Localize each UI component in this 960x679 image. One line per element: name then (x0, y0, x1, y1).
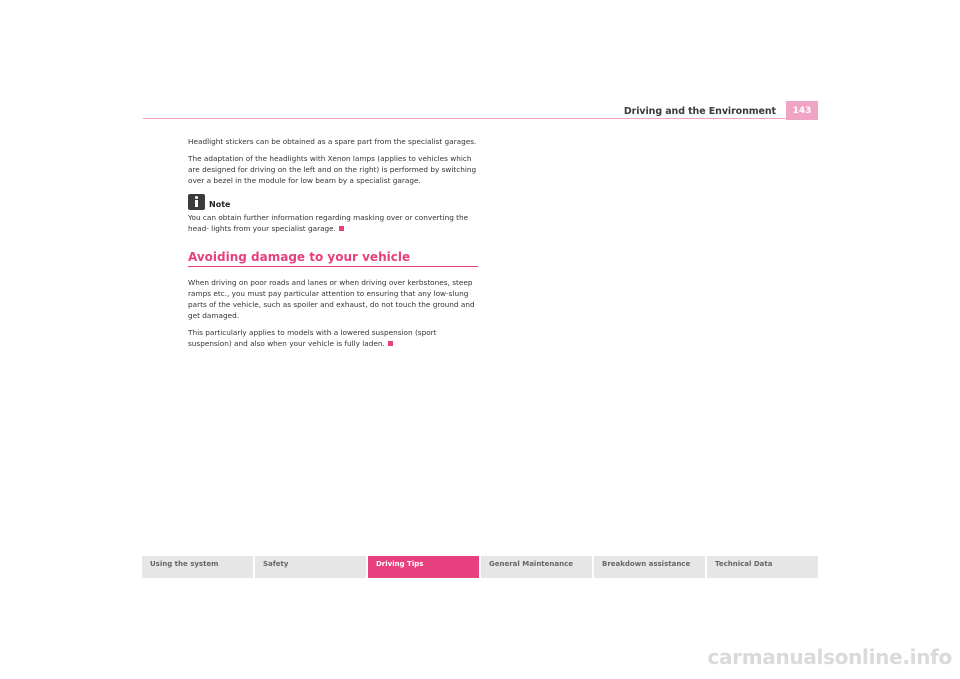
section-title: Avoiding damage to your vehicle (188, 250, 478, 267)
note-label: Note (209, 200, 231, 209)
nav-tab-safety[interactable]: Safety (255, 556, 366, 578)
nav-tab-general-maintenance[interactable]: General Maintenance (481, 556, 592, 578)
section-end-marker (339, 226, 344, 231)
note-text-content: You can obtain further information regarding masking over or converting the head- lights from your specialist garage. (188, 213, 469, 233)
nav-tab-technical-data[interactable]: Technical Data (707, 556, 818, 578)
content-column (188, 136, 480, 355)
section-end-marker (388, 341, 393, 346)
note-heading (188, 194, 480, 210)
paragraph-headlight-stickers: Headlight stickers can be obtained as a spare part from the specialist garages. (188, 137, 477, 146)
footer-chapter-nav (142, 556, 818, 578)
nav-tab-driving-tips[interactable]: Driving Tips (368, 556, 479, 578)
note-text (188, 212, 480, 234)
paragraph-poor-roads: When driving on poor roads and lanes or when driving over kerbstones, steep ramps etc., you must pay particular attention to ensuring that any low-slung parts of the vehicle, such as spoiler and exhaust, do not touch the ground and get damaged. (188, 278, 475, 320)
page-number-badge: 143 (786, 101, 818, 120)
section-body (188, 277, 480, 349)
paragraph-lowered-suspension-text: This particularly applies to models with a lowered suspension (sport suspension) and also when your vehicle is fully laden. (188, 328, 437, 348)
nav-tab-breakdown-assistance[interactable]: Breakdown assistance (594, 556, 705, 578)
watermark-logo: carmanualsonline.info (707, 645, 952, 669)
paragraph-lowered-suspension (188, 327, 480, 349)
page-header-title: Driving and the Environment (623, 106, 776, 117)
info-exclamation-icon (188, 194, 205, 210)
paragraph-xenon-adaptation: The adaptation of the headlights with Xenon lamps (applies to vehicles which are designed for driving on the left and on the right) is performed by switching over a bezel in the module for low beam by a specialist garage. (188, 154, 477, 185)
nav-tab-using-the-system[interactable]: Using the system (142, 556, 253, 578)
header-divider (143, 118, 818, 119)
